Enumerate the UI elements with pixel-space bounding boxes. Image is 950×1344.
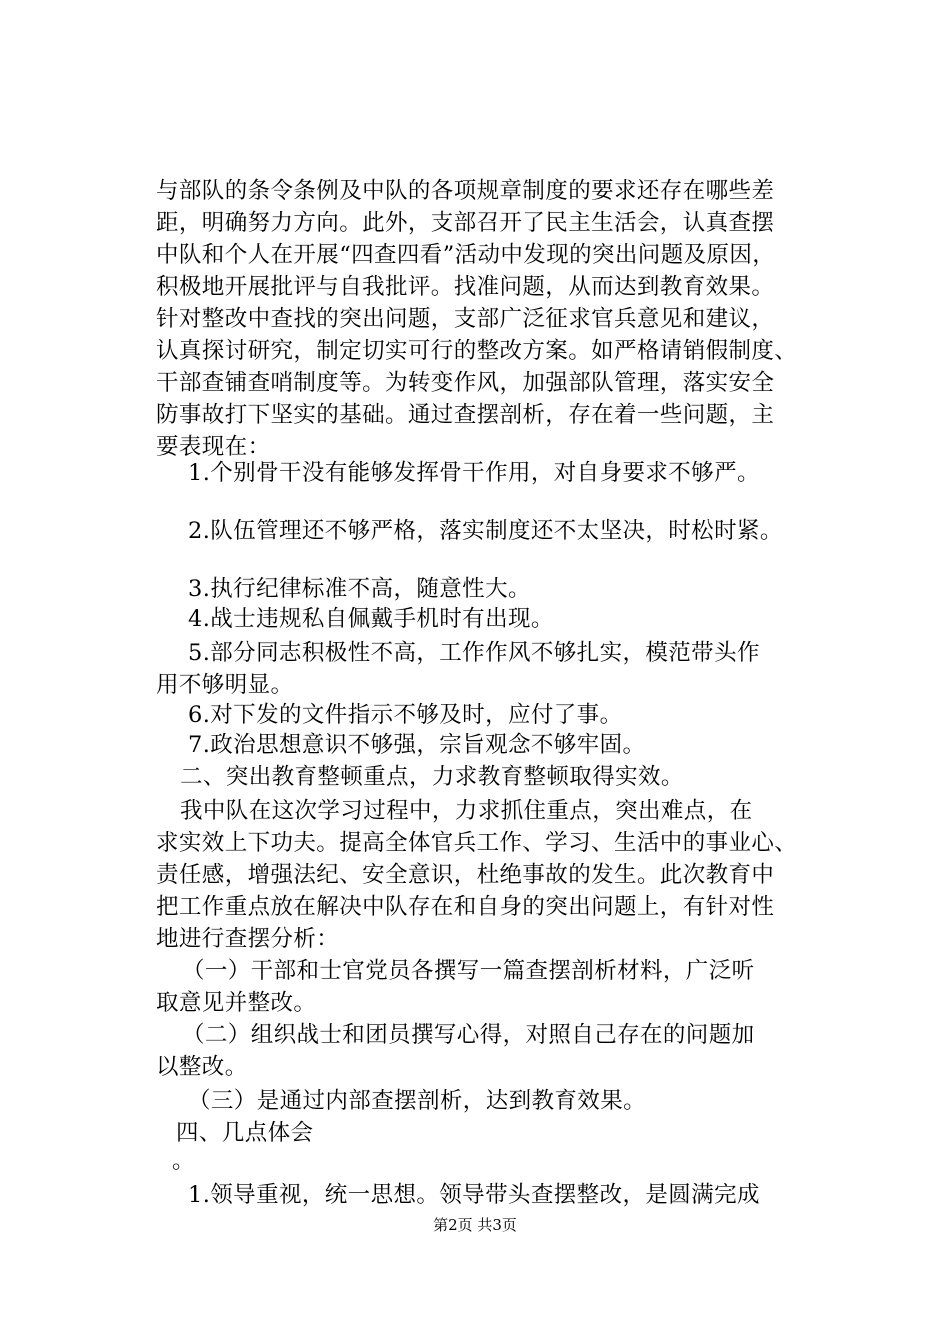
section-heading: 四、几点体会 <box>176 1120 314 1146</box>
paragraph-line: 防事故打下坚实的基础。通过查摆剖析，存在着一些问题，主 <box>156 402 775 428</box>
list-item: 7.政治思想意识不够强，宗旨观念不够牢固。 <box>188 732 646 758</box>
list-item: 3.执行纪律标准不高，随意性大。 <box>188 576 531 602</box>
paragraph-line: 地进行查摆分析： <box>156 926 340 952</box>
paragraph-line: 中队和个人在开展“四查四看”活动中发现的突出问题及原因， <box>156 242 776 268</box>
paragraph-line: 要表现在： <box>156 434 271 460</box>
list-item: 4.战士违规私自佩戴手机时有出现。 <box>188 606 554 632</box>
page-footer: 第2页 共3页 <box>433 1216 517 1234</box>
stray-mark: 。 <box>172 1148 195 1174</box>
list-item-continuation: 取意见并整改。 <box>156 990 317 1016</box>
paragraph-line: 与部队的条令条例及中队的各项规章制度的要求还存在哪些差 <box>156 178 775 204</box>
list-item-continuation: 以整改。 <box>156 1054 248 1080</box>
paragraph-line: 把工作重点放在解决中队存在和自身的突出问题上，有针对性 <box>156 894 775 920</box>
list-item: （三）是通过内部查摆剖析，达到教育效果。 <box>188 1088 647 1114</box>
section-heading: 二、突出教育整顿重点，力求教育整顿取得实效。 <box>180 764 684 790</box>
paragraph-line: 干部查铺查哨制度等。为转变作风，加强部队管理，落实安全 <box>156 370 775 396</box>
list-item: （一）干部和士官党员各撰写一篇查摆剖析材料，广泛听 <box>182 958 755 984</box>
list-item-continuation: 用不够明显。 <box>156 672 294 698</box>
list-item: （二）组织战士和团员撰写心得，对照自己存在的问题加 <box>182 1022 755 1048</box>
paragraph-line: 认真探讨研究，制定切实可行的整改方案。如严格请销假制度、 <box>156 338 798 364</box>
paragraph-line: 求实效上下功夫。提高全体官兵工作、学习、生活中的事业心、 <box>156 830 798 856</box>
paragraph-line: 距，明确努力方向。此外，支部召开了民主生活会，认真查摆 <box>156 210 775 236</box>
list-item: 1.个别骨干没有能够发挥骨干作用，对自身要求不够严。 <box>188 460 760 486</box>
paragraph-line: 责任感，增强法纪、安全意识，杜绝事故的发生。此次教育中 <box>156 862 775 888</box>
list-item: 1.领导重视，统一思想。领导带头查摆整改，是圆满完成 <box>188 1182 760 1208</box>
list-item: 5.部分同志积极性不高，工作作风不够扎实，模范带头作 <box>188 640 760 666</box>
paragraph-line: 积极地开展批评与自我批评。找准问题，从而达到教育效果。 <box>156 274 775 300</box>
paragraph-line: 针对整改中查找的突出问题，支部广泛征求官兵意见和建议， <box>156 306 775 332</box>
paragraph-line: 我中队在这次学习过程中，力求抓住重点，突出难点，在 <box>180 798 753 824</box>
list-item: 2.队伍管理还不够严格，落实制度还不太坚决，时松时紧。 <box>188 518 783 544</box>
list-item: 6.对下发的文件指示不够及时，应付了事。 <box>188 702 623 728</box>
